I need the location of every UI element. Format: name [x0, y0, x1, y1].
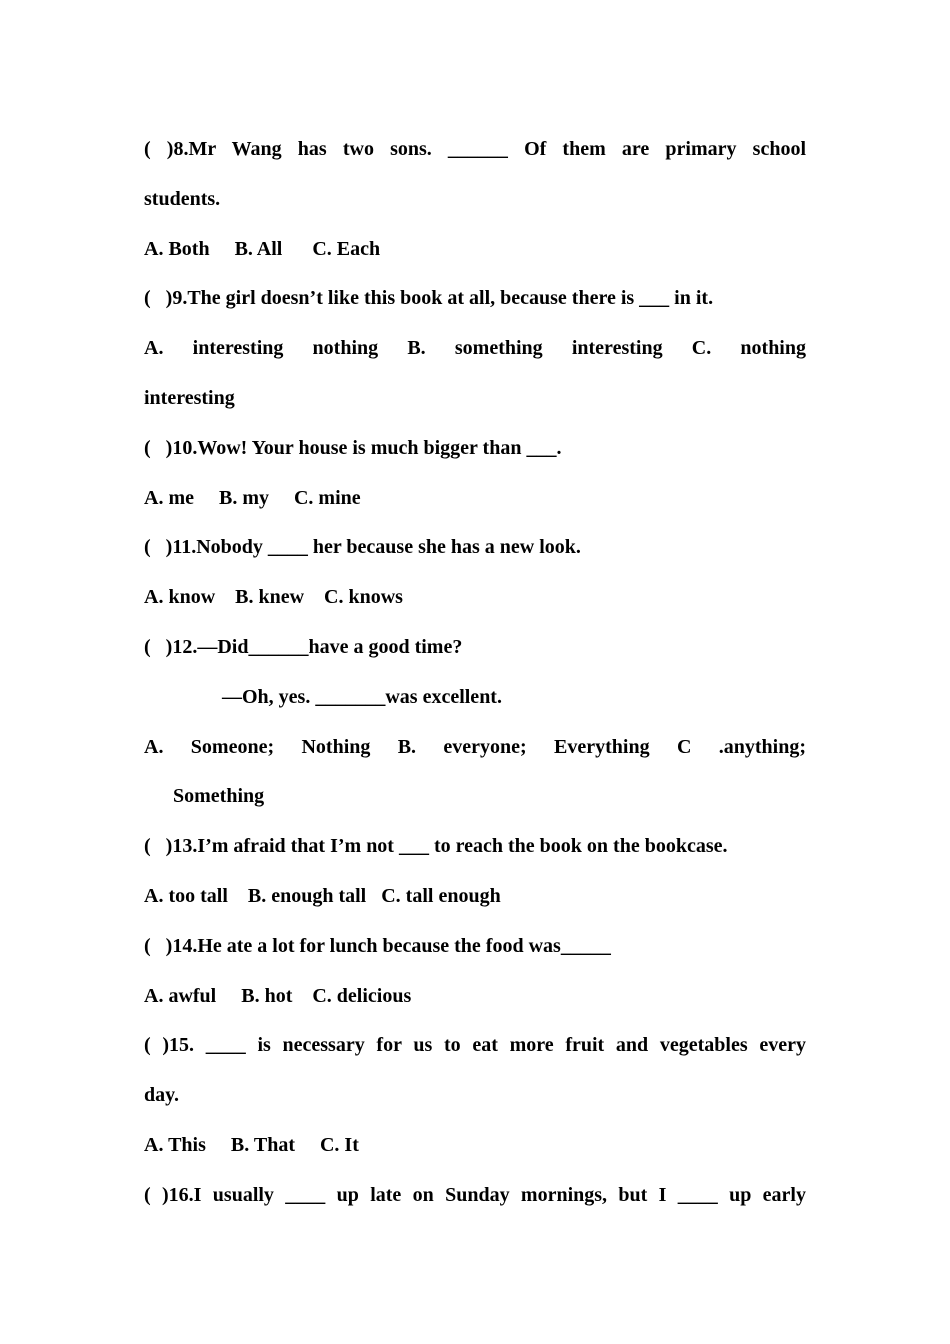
question-11-stem: ( )11.Nobody ____ her because she has a new look.	[144, 536, 581, 559]
question-15-stem-cont: day.	[144, 1084, 180, 1107]
question-16-stem: ( )16.I usually ____ up late on Sunday mornings, but I ____ up early	[144, 1183, 806, 1206]
question-8-stem: ( )8.Mr Wang has two sons. ______ Of them are primary school	[144, 138, 806, 160]
question-9-stem: ( )9.The girl doesn’t like this book at all, because there is ___ in it.	[144, 287, 714, 310]
question-11-options: A. know B. knew C. knows	[144, 586, 403, 609]
question-13-options: A. too tall B. enough tall C. tall enough	[144, 884, 501, 907]
question-12-dialog: —Oh, yes. _______was excellent.	[222, 685, 502, 708]
question-8-options: A. Both B. All C. Each	[144, 237, 381, 260]
question-14-options: A. awful B. hot C. delicious	[144, 984, 412, 1007]
question-10-stem: ( )10.Wow! Your house is much bigger than ___.	[144, 436, 562, 459]
question-12-stem: ( )12.—Did______have a good time?	[144, 635, 463, 658]
question-15-options: A. This B. That C. It	[144, 1133, 359, 1156]
question-14-stem: ( )14.He ate a lot for lunch because the food was_____	[144, 934, 611, 957]
question-8-stem-cont: students.	[144, 187, 221, 210]
question-10-options: A. me B. my C. mine	[144, 486, 361, 509]
question-15-stem: ( )15. ____ is necessary for us to eat more fruit and vegetables every	[144, 1034, 806, 1057]
question-9-options: A. interesting nothing B. something interesting C. nothing	[144, 337, 806, 360]
question-12-options-cont: Something	[173, 785, 265, 808]
document-page	[144, 125, 806, 1221]
question-9-options-cont: interesting	[144, 386, 235, 409]
question-12-options: A. Someone; Nothing B. everyone; Everything C .anything;	[144, 735, 806, 758]
question-13-stem: ( )13.I’m afraid that I’m not ___ to reach the book on the bookcase.	[144, 835, 728, 858]
